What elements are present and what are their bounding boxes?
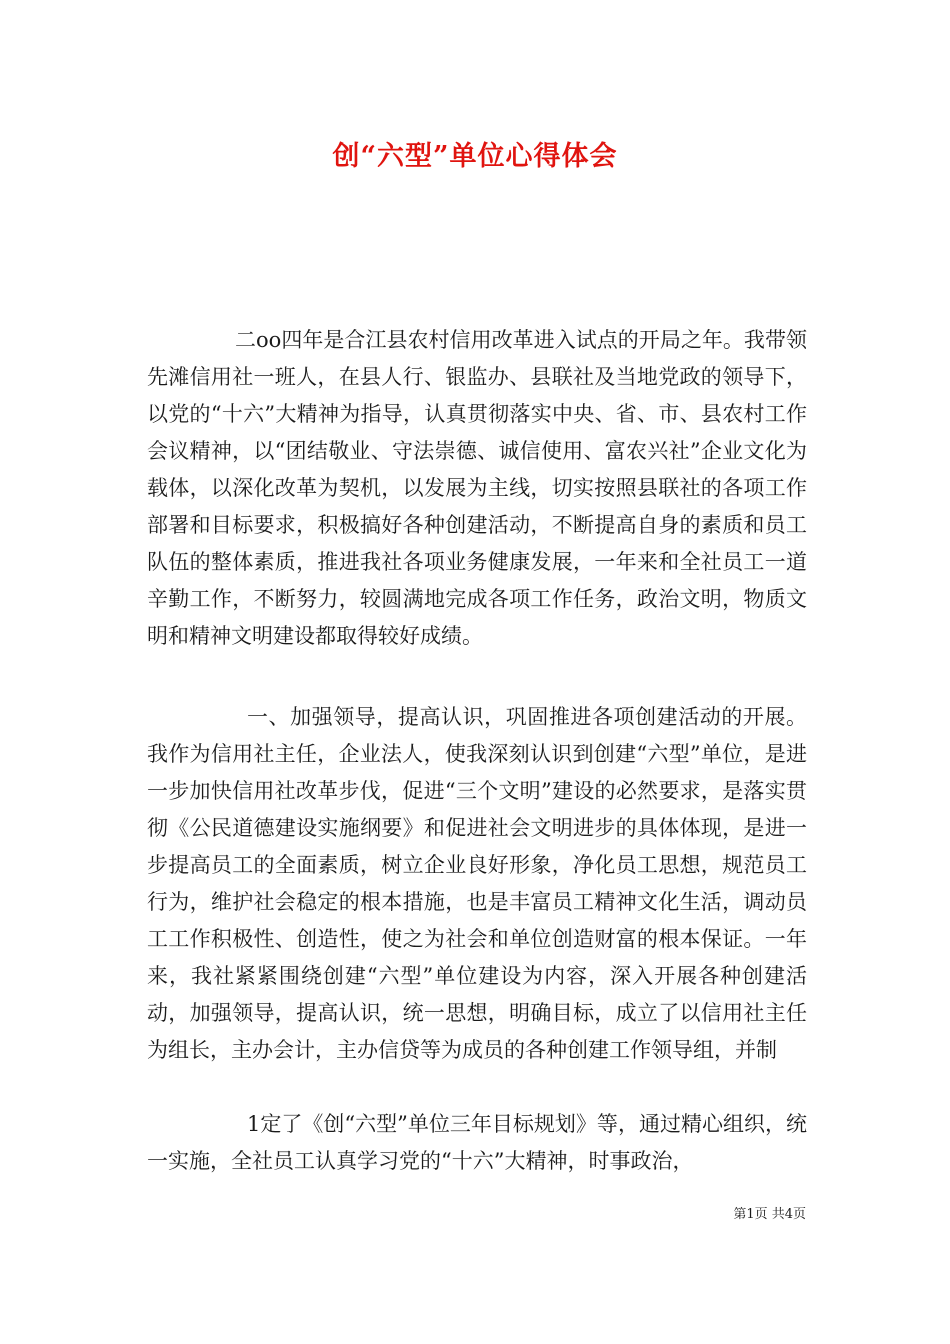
page-number-footer: 第1页 共4页 (733, 1207, 806, 1222)
paragraph-continuation: 1定了《创“六型”单位三年目标规划》等，通过精心组织，统一实施，全社员工认真学习党的“十六”大精神，时事政治， (147, 1112, 807, 1173)
paragraph-section-one: 一、加强领导，提高认识，巩固推进各项创建活动的开展。我作为信用社主任，企业法人，使我深刻认识到创建“六型”单位，是进一步加快信用社改革步伐，促进“三个文明”建设的必然要求，是落实贯彻《公民道德建设实施纲要》和促进社会文明进步的具体体现，是进一步提高员工的全面素质，树立企业良好形象，净化员工思想，规范员工行为，维护社会稳定的根本措施，也是丰富员工精神文化生活，调动员工工作积极性、创造性，使之为社会和单位创造财富的根本保证。一年来，我社紧紧围绕创建“六型”单位建设为内容，深入开展各种创建活动，加强领导，提高认识，统一思想，明确目标，成立了以信用社主任为组长，主办会计，主办信贷等为成员的各种创建工作领导组，并制 (147, 705, 807, 1062)
paragraph-intro: 二oo四年是合江县农村信用改革进入试点的开局之年。我带领先滩信用社一班人，在县人行、银监办、县联社及当地党政的领导下，以党的“十六”大精神为指导，认真贯彻落实中央、省、市、县农村工作会议精神，以“团结敬业、守法崇德、诚信使用、富农兴社”企业文化为载体，以深化改革为契机，以发展为主线，切实按照县联社的各项工作部署和目标要求，积极搞好各种创建活动，不断提高自身的素质和员工队伍的整体素质，推进我社各项业务健康发展，一年来和全社员工一道辛勤工作，不断努力，较圆满地完成各项工作任务，政治文明，物质文明和精神文明建设都取得较好成绩。 (147, 328, 807, 648)
page-title: 创“六型”单位心得体会 (332, 141, 618, 172)
